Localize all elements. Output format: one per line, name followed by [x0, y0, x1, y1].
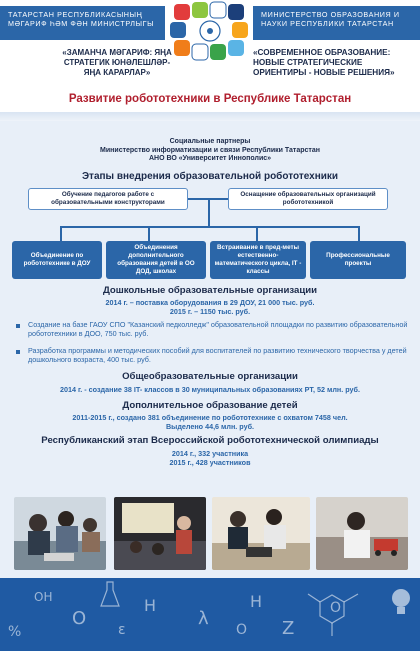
photo-strip [0, 497, 420, 577]
stage-professional-box [310, 241, 406, 279]
preschool-line-2: 2015 г. – 1150 тыс. руб. [169, 307, 251, 316]
stage-preschool-box [12, 241, 102, 279]
stage-training-label: Обучение педагогов работе с образовательными конструкторами [51, 191, 165, 206]
footer-glyph-10: % [8, 624, 22, 640]
connector-drop-4 [358, 226, 360, 242]
title-divider [0, 112, 420, 121]
partners-line-2: АНО ВО «Университет Иннополис» [148, 155, 272, 162]
stage-additional-label: Объединения дополнительного образования детей в ОО ДОД, школах [117, 244, 195, 275]
additional-line-2: Выделено 44,6 млн. руб. [165, 422, 255, 431]
connector-drop-2 [148, 226, 150, 242]
connector-drop-1 [60, 226, 62, 242]
stage-equipment-label: Оснащение образовательных организаций робототехникой [240, 191, 376, 206]
stage-equipment-box [228, 188, 388, 210]
header [0, 0, 420, 88]
footer-decoration [0, 578, 420, 651]
preschool-line-1: 2014 г. – поставка оборудования в 29 ДОУ, 21 000 тыс. руб. [105, 298, 315, 307]
ministry-name-tatar: ТАТАРСТАН РЕСПУБЛИКАСЫНЫҢ МӘГАРИФ ҺӘМ ФӘН МИНИСТРЛЫГЫ [0, 6, 165, 40]
stage-preschool-label: Объединение по робототехнике в ДОУ [23, 252, 91, 267]
preschool-heading: Дошкольные образовательные организации [102, 285, 318, 296]
photo-students-robotics [14, 497, 106, 570]
footer-glyph-5: H [250, 592, 263, 611]
olympiad-line-1: 2014 г., 332 участника [171, 449, 249, 458]
slogan-russian: «СОВРЕМЕННОЕ ОБРАЗОВАНИЕ: НОВЫЕ СТРАТЕГИЧЕСКИЕ ОРИЕНТИРЫ - НОВЫЕ РЕШЕНИЯ» [253, 48, 395, 77]
page-title: Развитие робототехники в Республике Татарстан [68, 93, 352, 105]
footer-glyph-2: O [72, 608, 87, 629]
footer-glyph-7: Z [282, 618, 295, 639]
photo-robot-competition [316, 497, 408, 570]
footer-glyph-3: H [144, 596, 157, 615]
footer-glyph-8: O [330, 600, 342, 616]
connector-horizontal [60, 226, 360, 228]
stages-heading: Этапы внедрения образовательной робототехники [81, 171, 339, 182]
footer-glyph-9: ε [118, 622, 126, 638]
partners-block [0, 138, 420, 164]
photo-robot-assembly [212, 497, 310, 570]
olympiad-heading: Республиканский этап Всероссийской робототехнической олимпиады [41, 435, 379, 446]
flask-icon [100, 580, 120, 610]
stage-integration-label: Встраивание в пред-меты естественно-математического цикла, IT - классы [214, 244, 302, 275]
general-heading: Общеобразовательные организации [122, 371, 298, 382]
preschool-bullet-1: Создание на базе ГАОУ СПО "Казанский педколледж" образовательной площадки по развитию образовательной робототехники в ДОО, 750 тыс. руб. [16, 321, 411, 339]
footer-glyph-1: OH [34, 590, 53, 604]
additional-line-1: 2011-2015 г., создано 381 объединение по робототехнике с охватом 7458 чел. [72, 413, 348, 422]
olympiad-line-2: 2015 г., 428 участников [169, 458, 251, 467]
partners-heading: Социальные партнеры [169, 138, 251, 145]
additional-heading: Дополнительное образование детей [122, 400, 298, 411]
stage-professional-label: Профессиональные проекты [326, 252, 390, 267]
preschool-bullet-2: Разработка программы и методических пособий для воспитателей по развитию технического творчества у детей дошкольного возраста, 400 тыс. руб. [16, 347, 411, 365]
stage-training-box [28, 188, 188, 210]
molecule-icon [300, 582, 370, 642]
lightbulb-icon [388, 586, 414, 620]
connector-center [208, 200, 210, 228]
stage-integration-box [210, 241, 306, 279]
stage-additional-box [106, 241, 206, 279]
photo-classroom-screen [114, 497, 206, 570]
ministry-name-russian: МИНИСТЕРСТВО ОБРАЗОВАНИЯ И НАУКИ РЕСПУБЛИКИ ТАТАРСТАН [253, 6, 420, 40]
education-logo-icon [168, 0, 252, 70]
slogan-tatar: «ЗАМАНЧА МӘГАРИФ: ЯҢА СТРАТЕГИК ЮНӘЛЕШЛӘР- ЯҢА КАРАРЛАР» [62, 48, 172, 77]
partners-line-1: Министерство информатизации и связи Республики Татарстан [100, 146, 320, 154]
main-content [0, 121, 420, 596]
footer-glyph-4: λ [198, 608, 209, 629]
footer-glyph-6: O [236, 622, 248, 638]
general-line-1: 2014 г. - создание 38 IT- классов в 30 муниципальных образованиях РТ, 52 млн. руб. [60, 385, 360, 394]
connector-drop-3 [256, 226, 258, 242]
